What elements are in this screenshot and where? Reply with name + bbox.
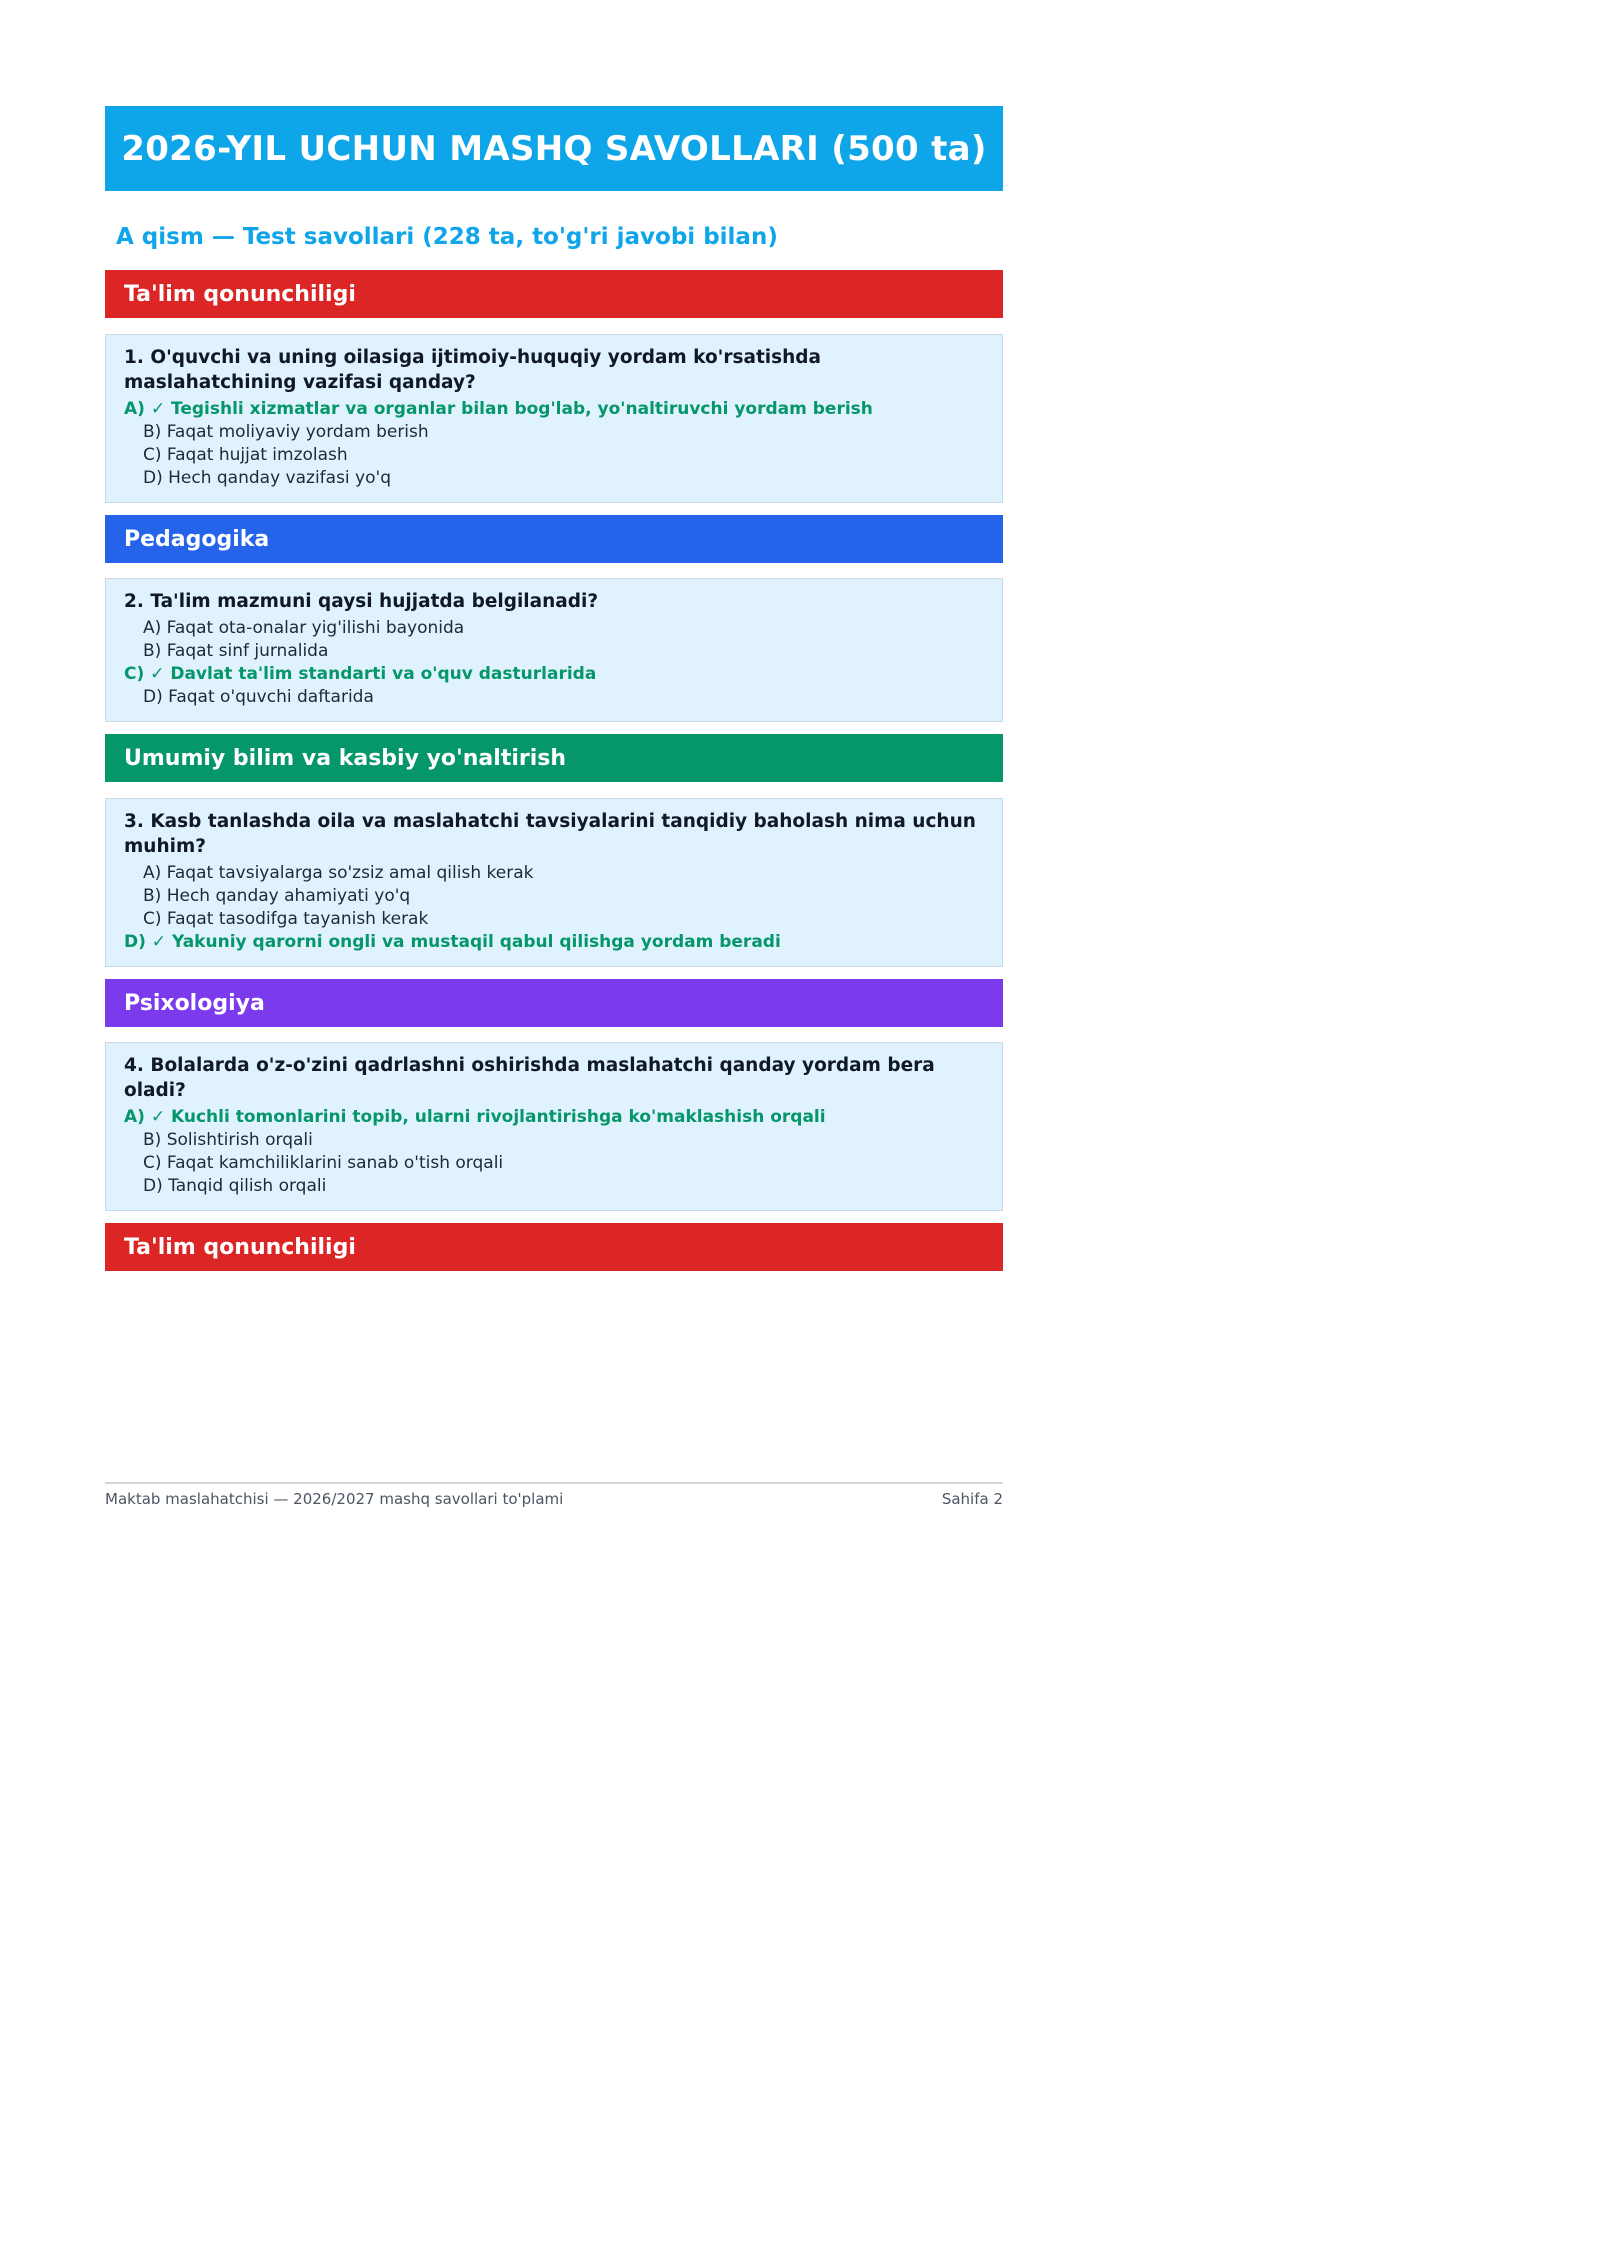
category-bar-general-knowledge (105, 734, 1003, 782)
category-bar-psychology (105, 979, 1003, 1027)
answer-option: D) Tanqid qilish orqali (143, 1176, 327, 1196)
category-label: Umumiy bilim va kasbiy yo'naltirish (124, 745, 567, 771)
question-text: 1. O'quvchi va uning oilasiga ijtimoiy-huquqiy yordam ko'rsatishda maslahatchining vazifasi qanday? (124, 347, 822, 393)
answer-option: B) Faqat moliyaviy yordam berish (143, 422, 429, 442)
answer-option: C) Faqat hujjat imzolash (143, 445, 348, 465)
answer-option-correct: C) ✓ Davlat ta'lim standarti va o'quv dasturlarida (124, 664, 597, 684)
answer-option: B) Faqat sinf jurnalida (143, 641, 329, 661)
category-bar-pedagogy (105, 515, 1003, 563)
category-label: Ta'lim qonunchiligi (124, 1234, 356, 1260)
category-bar-legislation-next (105, 1223, 1003, 1271)
question-text: 3. Kasb tanlashda oila va maslahatchi tavsiyalarini tanqidiy baholash nima uchun muhim? (124, 811, 976, 857)
footer-document-title: Maktab maslahatchisi — 2026/2027 mashq savollari to'plami (105, 1490, 564, 1508)
answer-option: B) Solishtirish orqali (143, 1130, 313, 1150)
question-card-3 (105, 798, 1003, 967)
question-card-1 (105, 334, 1003, 503)
question-text: 2. Ta'lim mazmuni qaysi hujjatda belgilanadi? (124, 591, 599, 612)
page-title-banner (105, 106, 1003, 191)
answer-option: D) Hech qanday vazifasi yo'q (143, 468, 391, 488)
category-label: Pedagogika (124, 526, 270, 552)
footer-divider (105, 1482, 1003, 1484)
answer-option: A) Faqat ota-onalar yig'ilishi bayonida (143, 618, 465, 638)
question-card-4 (105, 1042, 1003, 1211)
answer-option: C) Faqat kamchiliklarini sanab o'tish orqali (143, 1153, 504, 1173)
answer-option: D) Faqat o'quvchi daftarida (143, 687, 374, 707)
answer-option-correct: D) ✓ Yakuniy qarorni ongli va mustaqil qabul qilishga yordam beradi (124, 932, 781, 952)
answer-option: A) Faqat tavsiyalarga so'zsiz amal qilish kerak (143, 863, 534, 883)
page-title: 2026-YIL UCHUN MASHQ SAVOLLARI (500 ta) (121, 128, 987, 169)
part-heading: A qism — Test savollari (228 ta, to'g'ri javobi bilan) (116, 224, 778, 250)
answer-option: C) Faqat tasodifga tayanish kerak (143, 909, 429, 929)
footer-page-number: Sahifa 2 (941, 1490, 1003, 1508)
question-text: 4. Bolalarda o'z-o'zini qadrlashni oshirishda maslahatchi qanday yordam bera oladi? (124, 1055, 935, 1101)
category-label: Ta'lim qonunchiligi (124, 281, 356, 307)
category-bar-legislation (105, 270, 1003, 318)
category-label: Psixologiya (124, 990, 265, 1016)
answer-option: B) Hech qanday ahamiyati yo'q (143, 886, 411, 906)
question-card-2 (105, 578, 1003, 722)
answer-option-correct: A) ✓ Tegishli xizmatlar va organlar bilan bog'lab, yo'naltiruvchi yordam berish (124, 399, 873, 419)
answer-option-correct: A) ✓ Kuchli tomonlarini topib, ularni rivojlantirishga ko'maklashish orqali (124, 1107, 826, 1127)
